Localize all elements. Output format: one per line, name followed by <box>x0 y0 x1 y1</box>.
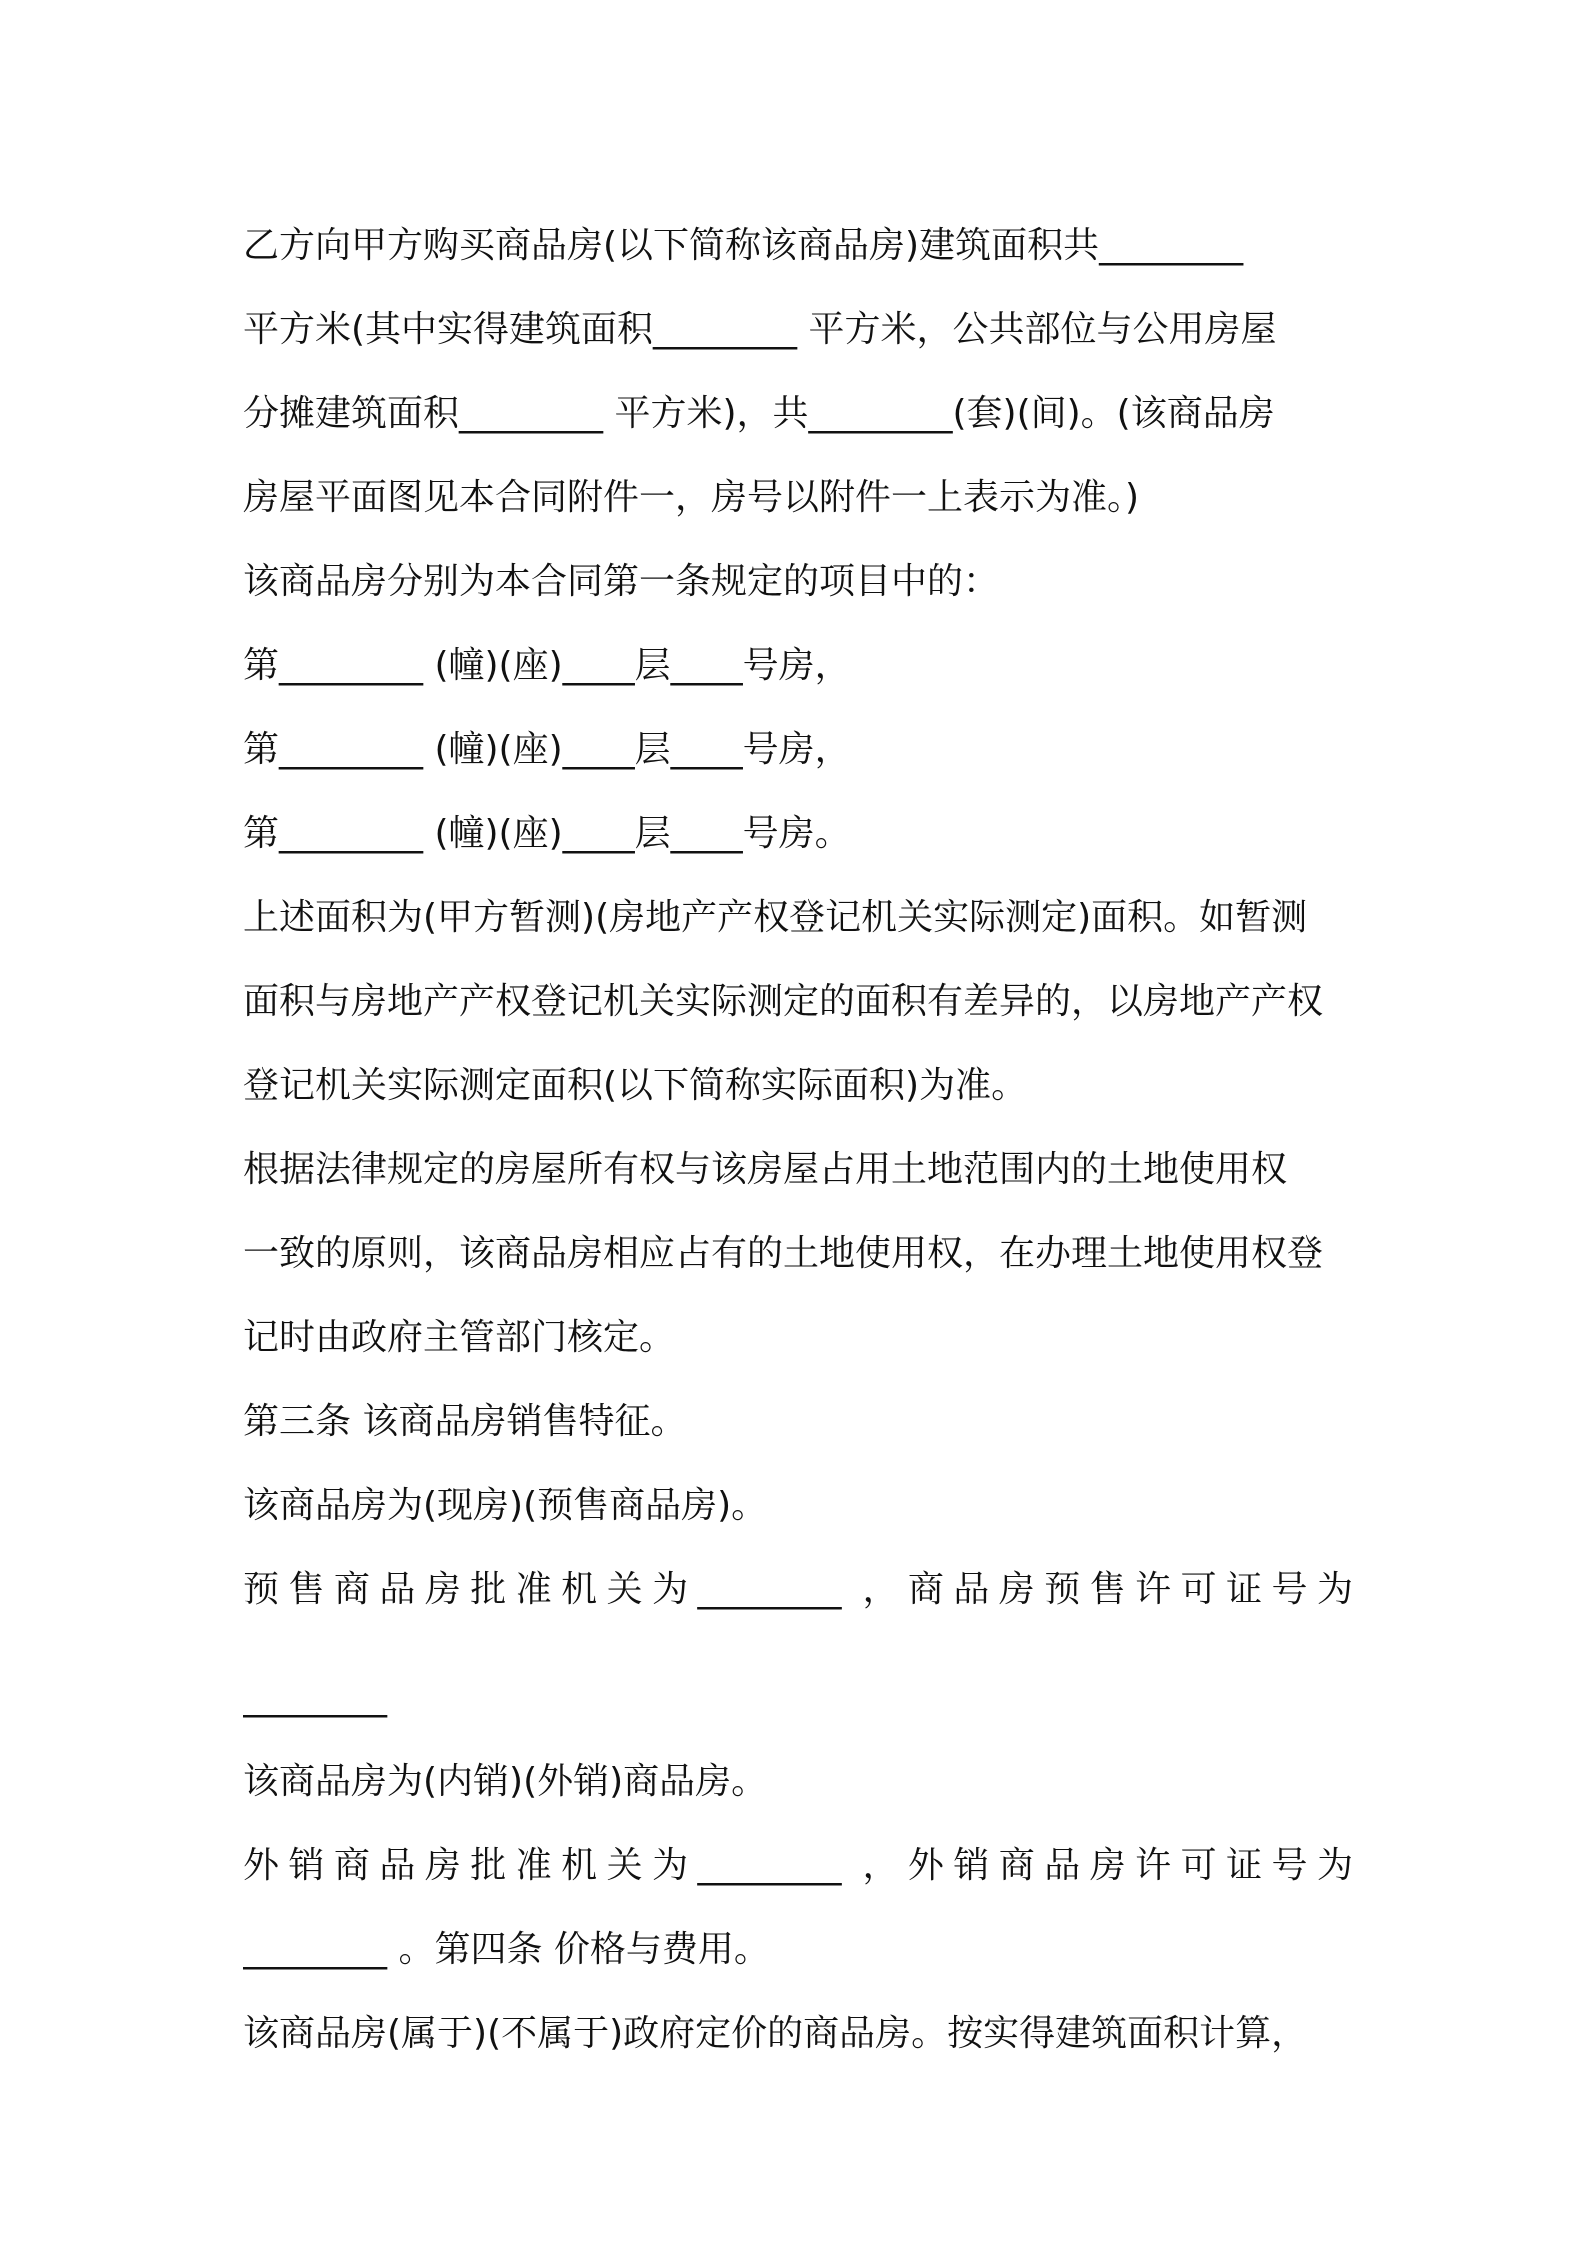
text-line: 第________ (幢)(座)____层____号房， <box>243 645 851 686</box>
text-line: 记时由政府主管部门核定。 <box>243 1317 676 1358</box>
text-line: 该商品房分别为本合同第一条规定的项目中的： <box>243 561 1000 602</box>
text-line: ________ 。第四条 价格与费用。 <box>243 1929 770 1970</box>
text-line: 该商品房为(现房)(预售商品房)。 <box>243 1485 768 1526</box>
text-line: 该商品房为(内销)(外销)商品房。 <box>243 1761 768 1802</box>
text-line: 根据法律规定的房屋所有权与该房屋占用土地范围内的土地使用权 <box>243 1149 1288 1190</box>
section-heading: 第三条 该商品房销售特征。 <box>243 1401 687 1442</box>
text-line: 一致的原则，该商品房相应占有的土地使用权，在办理土地使用权登 <box>243 1233 1324 1274</box>
text-line: 第________ (幢)(座)____层____号房， <box>243 729 851 770</box>
blank-field-line: ________ <box>243 1677 387 1718</box>
text-line: 乙方向甲方购买商品房(以下简称该商品房)建筑面积共________ <box>243 225 1244 266</box>
text-line: 该商品房(属于)(不属于)政府定价的商品房。按实得建筑面积计算， <box>243 2013 1308 2054</box>
text-line: 外销商品房批准机关为________ ，外销商品房许可证号为 <box>243 1845 1353 1886</box>
text-line: 面积与房地产产权登记机关实际测定的面积有差异的，以房地产产权 <box>243 981 1324 1022</box>
text-line: 上述面积为(甲方暂测)(房地产产权登记机关实际测定)面积。如暂测 <box>243 897 1308 938</box>
text-line: 分摊建筑面积________ 平方米)，共________(套)(间)。(该商品房 <box>243 393 1275 434</box>
text-line: 第________ (幢)(座)____层____号房。 <box>243 813 851 854</box>
text-line: 平方米(其中实得建筑面积________ 平方米，公共部位与公用房屋 <box>243 309 1277 350</box>
text-line: 房屋平面图见本合同附件一，房号以附件一上表示为准。) <box>243 477 1140 518</box>
text-line: 预售商品房批准机关为________ ，商品房预售许可证号为 <box>243 1569 1353 1610</box>
text-line: 登记机关实际测定面积(以下简称实际面积)为准。 <box>243 1065 1028 1106</box>
contract-text <box>243 204 1353 2076</box>
